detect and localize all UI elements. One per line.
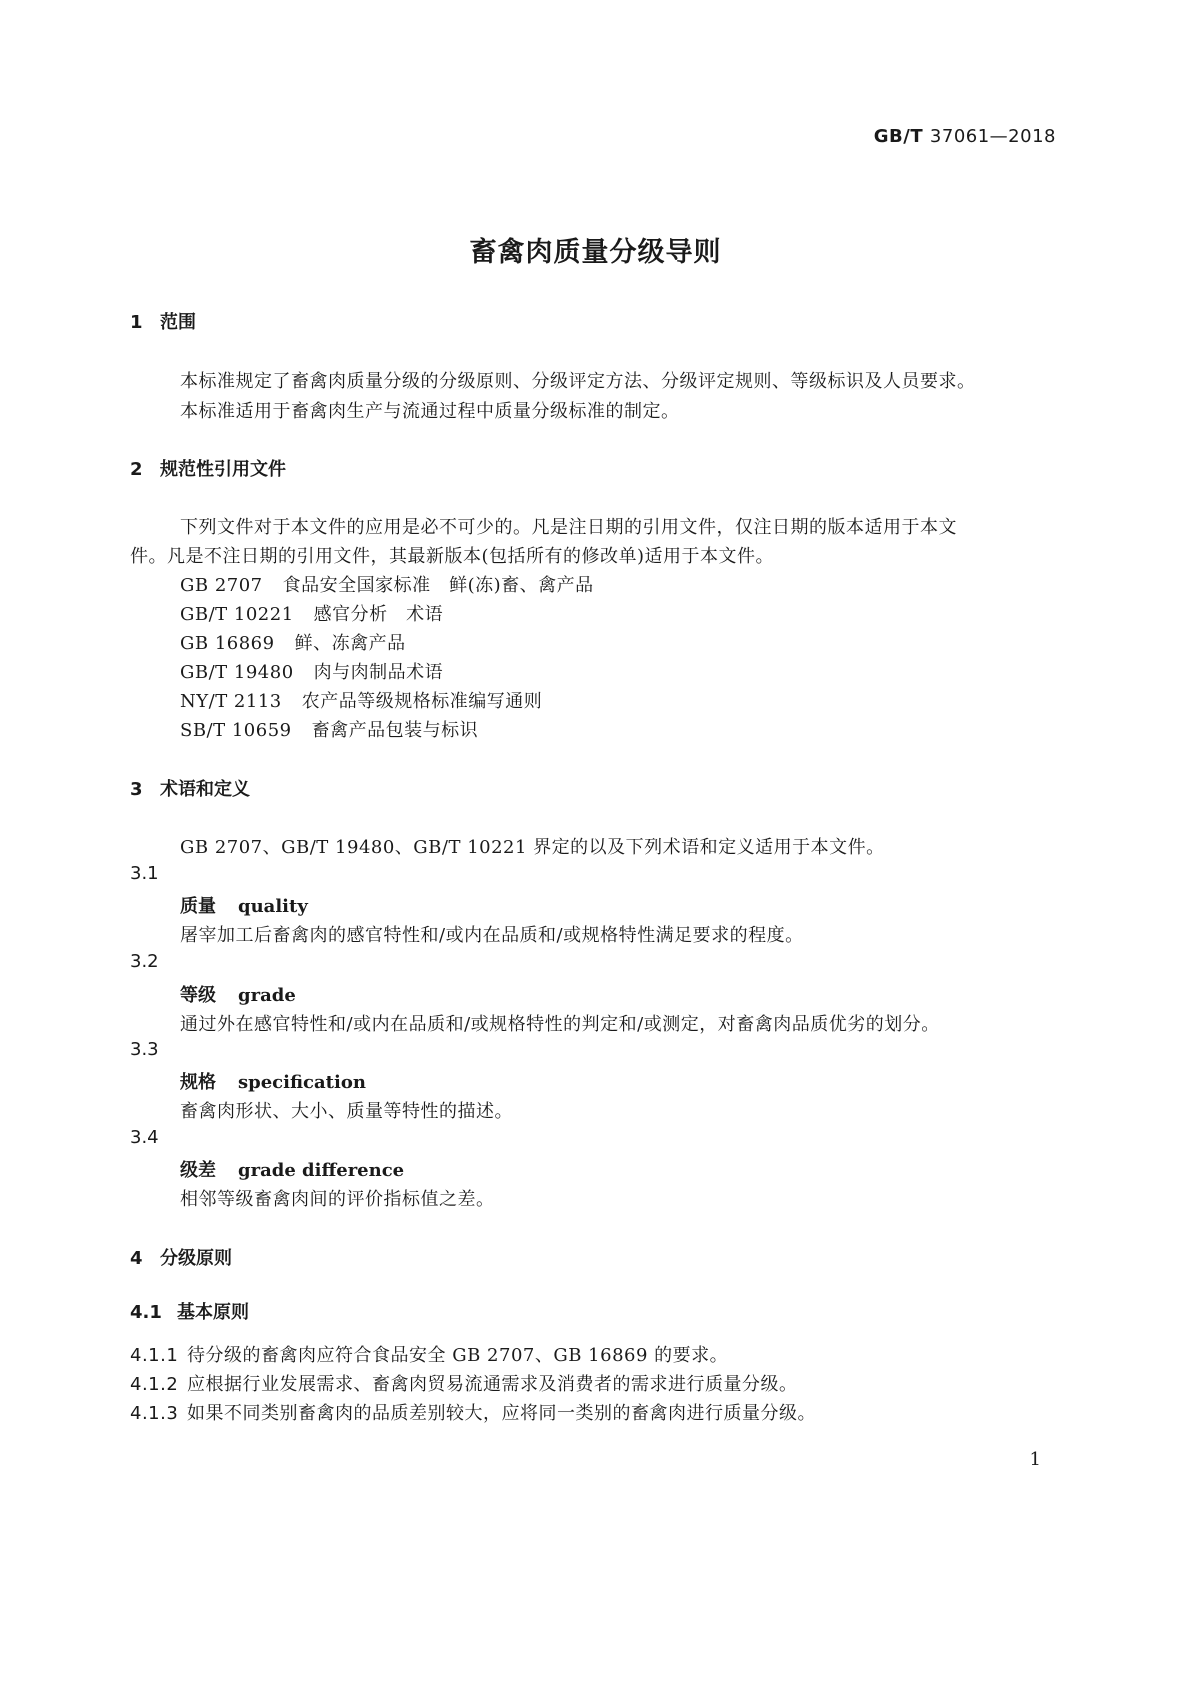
reference-code: GB 16869 <box>180 633 275 654</box>
standard-code <box>874 126 1056 147</box>
page-number: 1 <box>1029 1449 1041 1470</box>
section-title: 术语和定义 <box>160 779 250 800</box>
section-4-heading <box>130 1244 232 1270</box>
term-zh: 质量 <box>180 896 216 917</box>
term-en: grade difference <box>238 1160 405 1181</box>
section-2-heading <box>130 455 286 481</box>
reference-code: GB 2707 <box>180 575 263 596</box>
term-zh: 规格 <box>180 1072 216 1093</box>
section-number: 4 <box>130 1248 143 1269</box>
section-title: 范围 <box>160 312 196 333</box>
section-number: 2 <box>130 459 143 480</box>
standard-prefix: GB/T <box>873 126 924 147</box>
subsection-4-1-heading <box>130 1298 249 1324</box>
reference-name: 农产品等级规格标准编写通则 <box>301 691 543 712</box>
reference-code: GB/T 19480 <box>180 662 294 683</box>
clause-number: 4.1.1 <box>130 1345 179 1366</box>
section-title: 分级原则 <box>160 1248 232 1269</box>
reference-name: 肉与肉制品术语 <box>313 662 444 683</box>
reference-name: 食品安全国家标准 鲜(冻)畜、禽产品 <box>282 575 594 596</box>
reference-item <box>180 687 542 713</box>
term-number: 3.3 <box>130 1039 159 1060</box>
reference-name: 鲜、冻禽产品 <box>294 633 406 654</box>
subsection-number: 4.1 <box>130 1302 162 1323</box>
term-definition: 相邻等级畜禽肉间的评价指标值之差。 <box>180 1189 495 1210</box>
section-title: 规范性引用文件 <box>160 459 286 480</box>
clause-number: 4.1.2 <box>130 1374 179 1395</box>
section-number: 1 <box>130 312 143 333</box>
paragraph: 本标准适用于畜禽肉生产与流通过程中质量分级标准的制定。 <box>180 401 680 422</box>
clause-text: 如果不同类别畜禽肉的品质差别较大，应将同一类别的畜禽肉进行质量分级。 <box>187 1403 816 1424</box>
reference-code: NY/T 2113 <box>180 691 282 712</box>
term-number: 3.1 <box>130 863 159 884</box>
clause-item <box>130 1370 798 1396</box>
term-number: 3.4 <box>130 1127 159 1148</box>
term-heading <box>180 1156 404 1182</box>
paragraph: GB 2707、GB/T 19480、GB/T 10221 界定的以及下列术语和定义适用于本文件。 <box>180 837 885 858</box>
section-1-heading <box>130 308 196 334</box>
paragraph: 下列文件对于本文件的应用是必不可少的。凡是注日期的引用文件，仅注日期的版本适用于本文 <box>180 517 957 538</box>
reference-item <box>180 658 443 684</box>
term-number: 3.2 <box>130 951 159 972</box>
subsection-title: 基本原则 <box>177 1302 249 1323</box>
clause-number: 4.1.3 <box>130 1403 179 1424</box>
term-heading <box>180 892 308 918</box>
reference-item <box>180 571 594 597</box>
term-zh: 级差 <box>180 1160 216 1181</box>
term-definition: 通过外在感官特性和/或内在品质和/或规格特性的判定和/或测定，对畜禽肉品质优劣的划分。 <box>180 1014 940 1035</box>
reference-name: 畜禽产品包装与标识 <box>311 720 479 741</box>
clause-text: 待分级的畜禽肉应符合食品安全 GB 2707、GB 16869 的要求。 <box>187 1345 729 1366</box>
document-title: 畜禽肉质量分级导则 <box>469 237 722 268</box>
term-en: specification <box>238 1072 366 1093</box>
standard-number: 37061—2018 <box>929 126 1056 147</box>
reference-code: GB/T 10221 <box>180 604 294 625</box>
section-3-heading <box>130 775 250 801</box>
clause-item <box>130 1341 728 1367</box>
term-en: quality <box>238 896 308 917</box>
reference-item <box>180 600 443 626</box>
term-heading <box>180 1068 366 1094</box>
paragraph: 本标准规定了畜禽肉质量分级的分级原则、分级评定方法、分级评定规则、等级标识及人员要求。 <box>180 371 976 392</box>
clause-item <box>130 1399 816 1425</box>
term-definition: 畜禽肉形状、大小、质量等特性的描述。 <box>180 1101 513 1122</box>
paragraph: 件。凡是不注日期的引用文件，其最新版本(包括所有的修改单)适用于本文件。 <box>130 546 775 567</box>
reference-item <box>180 716 478 742</box>
clause-text: 应根据行业发展需求、畜禽肉贸易流通需求及消费者的需求进行质量分级。 <box>187 1374 798 1395</box>
term-zh: 等级 <box>180 985 216 1006</box>
term-en: grade <box>238 985 296 1006</box>
term-heading <box>180 981 296 1007</box>
term-definition: 屠宰加工后畜禽肉的感官特性和/或内在品质和/或规格特性满足要求的程度。 <box>180 925 804 946</box>
reference-name: 感官分析 术语 <box>313 604 444 625</box>
section-number: 3 <box>130 779 143 800</box>
reference-code: SB/T 10659 <box>180 720 292 741</box>
reference-item <box>180 629 406 655</box>
